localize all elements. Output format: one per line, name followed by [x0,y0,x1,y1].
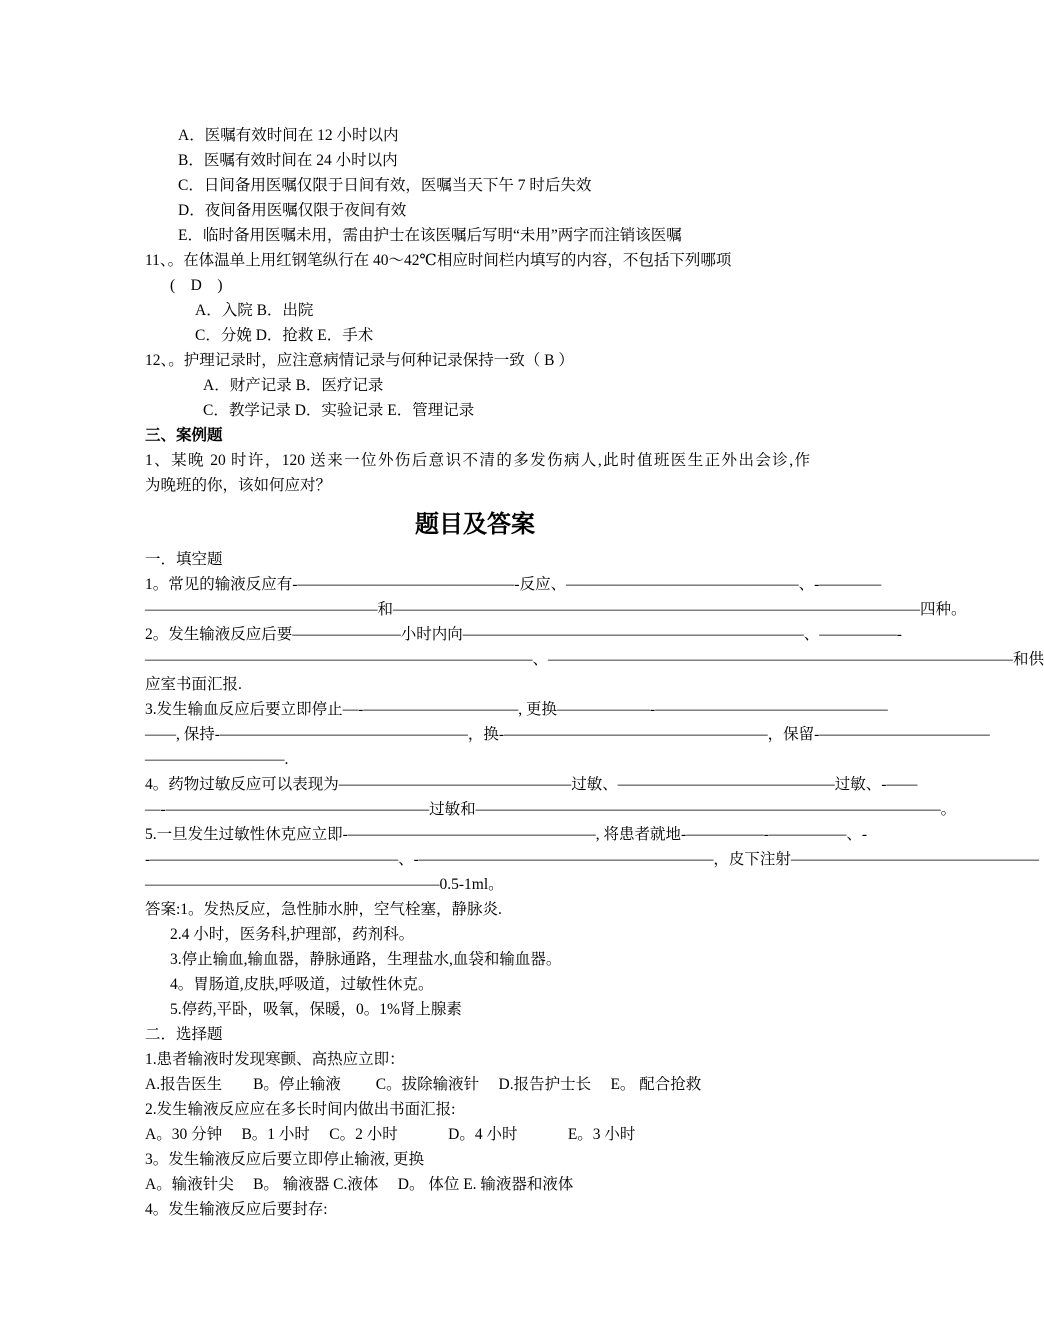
q12-options-line2: C．教学记录 D．实验记录 E．管理记录 [203,402,475,419]
q10-option-c: C．日间备用医嘱仅限于日间有效，医嘱当天下午 7 时后失效 [178,177,592,194]
answer-line: 2.4 小时，医务科,护理部，药剂科。 [170,926,415,943]
fill-line: 1。常见的输液反应有-——————————————-反应、———————————————、-———— [145,576,882,593]
fill-line: ———————————————和——————————————————————————————————四种。 [145,601,967,618]
q10-option-e: E．临时备用医嘱未用，需由护士在该医嘱后写明“未用”两字而注销该医嘱 [178,227,682,244]
choice-line: 2.发生输液反应应在多长时间内做出书面汇报: [145,1101,456,1118]
q11-stem: 11、。在体温单上用红钢笔纵行在 40～42℃相应时间栏内填写的内容，不包括下列哪项 [145,252,732,269]
q12-stem: 12、。护理记录时，应注意病情记录与何种记录保持一致（ B ） [145,352,574,369]
choice-line: 3。发生输液反应后要立即停止输液, 更换 [145,1151,425,1168]
q10-option-a: A．医嘱有效时间在 12 小时以内 [178,127,399,144]
answer-line: 3.停止输血,输血器，静脉通路，生理盐水,血袋和输血器。 [170,951,562,968]
section3-heading: 三、案例题 [145,427,223,444]
fill-line: 应室书面汇报. [145,676,242,693]
q10-option-d: D．夜间备用医嘱仅限于夜间有效 [178,202,407,219]
fill-line: 2。发生输液反应后要———————小时内向——————————————————————、—————- [145,626,902,643]
fill-line: —————————. [145,751,289,768]
fill-line: 4。药物过敏反应可以表现为———————————————过敏、——————————————过敏、-—— [145,776,918,793]
case-question-line1: 1、某晚 20 时许，120 送来一位外伤后意识不清的多发伤病人,此时值班医生正外出会诊,作 [145,452,810,469]
fill-line: 5.一旦发生过敏性休克应立即-————————————————, 将患者就地-—————-—————、- [145,826,868,843]
fill-line: 3.发生输血反应后要立即停止—-——————————, 更换——————-——————————————— [145,701,888,718]
choice-line: 1.患者输液时发现寒颤、高热应立即： [145,1051,405,1068]
answer-line: 答案:1。发热反应，急性肺水肿，空气栓塞，静脉炎. [145,901,502,918]
answer-line: 4。胃肠道,皮肤,呼吸道，过敏性休克。 [170,976,434,993]
choice-line: A。输液针尖 B。 输液器 C.液体 D。 体位 E. 输液器和液体 [145,1176,574,1193]
choice-line: A。30 分钟 B。1 小时 C。2 小时 D。4 小时 E。3 小时 [145,1126,636,1143]
case-question-line2: 为晚班的你，该如何应对？ [145,477,332,494]
q10-option-b: B．医嘱有效时间在 24 小时以内 [178,152,398,169]
fill-line: ———————————————————0.5-1ml。 [145,876,504,893]
q12-options-line1: A．财产记录 B．医疗记录 [203,377,384,394]
fill-line: ——, 保持-————————————————，换-—————————————————，保留-——————————— [145,726,990,743]
choice-heading: 二．选择题 [145,1026,223,1043]
answer-line: 5.停药,平卧，吸氧，保暖，0。1%肾上腺素 [170,1001,462,1018]
choice-line: 4。发生输液反应后要封存: [145,1201,328,1218]
choice-line: A.报告医生 B。停止输液 C。拔除输液针 D.报告护士长 E。 配合抢救 [145,1076,702,1093]
page-title: 题目及答案 [415,510,535,538]
q11-options-line2: C．分娩 D．抢救 E．手术 [195,327,374,344]
fill-line: —-—————————————————过敏和——————————————————————————————。 [145,801,957,818]
fill-line: -————————————————、-———————————————————，皮下注射———————————————— [145,851,1039,868]
fill-line: —————————————————————————、——————————————————————————————和供 [145,651,1044,668]
fill-heading: 一．填空题 [145,551,223,568]
q11-options-line1: A．入院 B．出院 [195,302,314,319]
q11-answer: ( D ) [170,277,223,294]
